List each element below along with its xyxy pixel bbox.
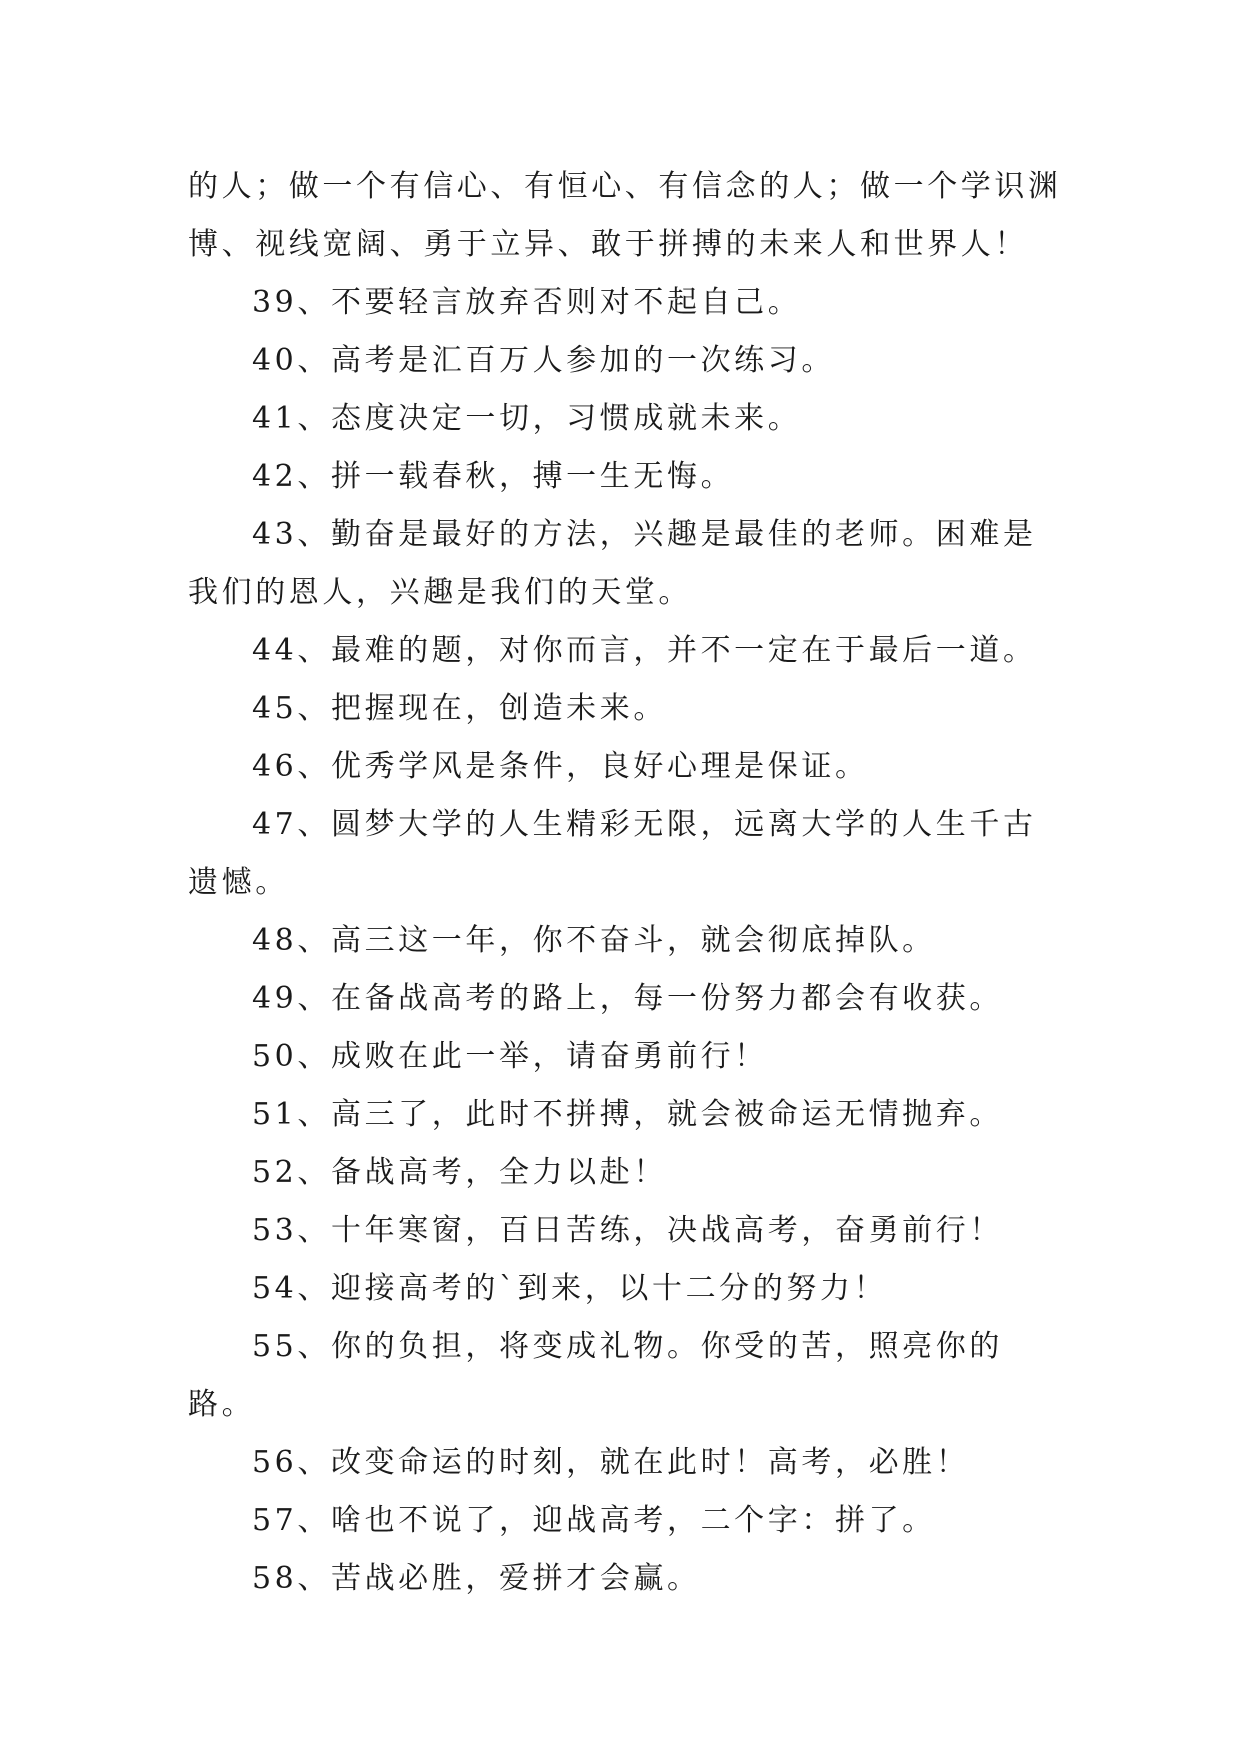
list-item-58: 58、苦战必胜，爱拼才会赢。 [252, 1561, 701, 1596]
list-item-40: 40、高考是汇百万人参加的一次练习。 [252, 343, 835, 378]
list-item-45: 45、把握现在，创造未来。 [252, 691, 667, 726]
list-item-53: 53、十年寒窗，百日苦练，决战高考，奋勇前行！ [252, 1213, 1003, 1248]
paragraph-continuation: 的人；做一个有信心、有恒心、有信念的人；做一个学识渊博、视线宽阔、勇于立异、敢于拼搏的未来人和世界人！ [188, 169, 1062, 262]
list-item-50: 50、成败在此一举，请奋勇前行！ [252, 1039, 768, 1074]
list-item-55: 55、你的负担，将变成礼物。你受的苦，照亮你的路。 [188, 1329, 1003, 1422]
list-item-56: 56、改变命运的时刻，就在此时！高考，必胜！ [252, 1445, 970, 1480]
list-item-42: 42、拼一载春秋，搏一生无悔。 [252, 459, 735, 494]
list-item-46: 46、优秀学风是条件，良好心理是保证。 [252, 749, 869, 784]
list-item-51: 51、高三了，此时不拼搏，就会被命运无情抛弃。 [252, 1097, 1003, 1132]
list-item-48: 48、高三这一年，你不奋斗，就会彻底掉队。 [252, 923, 936, 958]
list-item-43: 43、勤奋是最好的方法，兴趣是最佳的老师。困难是我们的恩人，兴趣是我们的天堂。 [188, 517, 1037, 610]
list-item-41: 41、态度决定一切，习惯成就未来。 [252, 401, 802, 436]
document-body [188, 158, 1068, 1608]
list-item-54: 54、迎接高考的`到来，以十二分的努力！ [252, 1271, 888, 1306]
list-item-44: 44、最难的题，对你而言，并不一定在于最后一道。 [252, 633, 1037, 668]
list-item-47: 47、圆梦大学的人生精彩无限，远离大学的人生千古遗憾。 [188, 807, 1037, 900]
list-item-39: 39、不要轻言放弃否则对不起自己。 [252, 285, 802, 320]
list-item-52: 52、备战高考，全力以赴！ [252, 1155, 667, 1190]
list-item-57: 57、啥也不说了，迎战高考，二个字：拼了。 [252, 1503, 936, 1538]
list-item-49: 49、在备战高考的路上，每一份努力都会有收获。 [252, 981, 1003, 1016]
